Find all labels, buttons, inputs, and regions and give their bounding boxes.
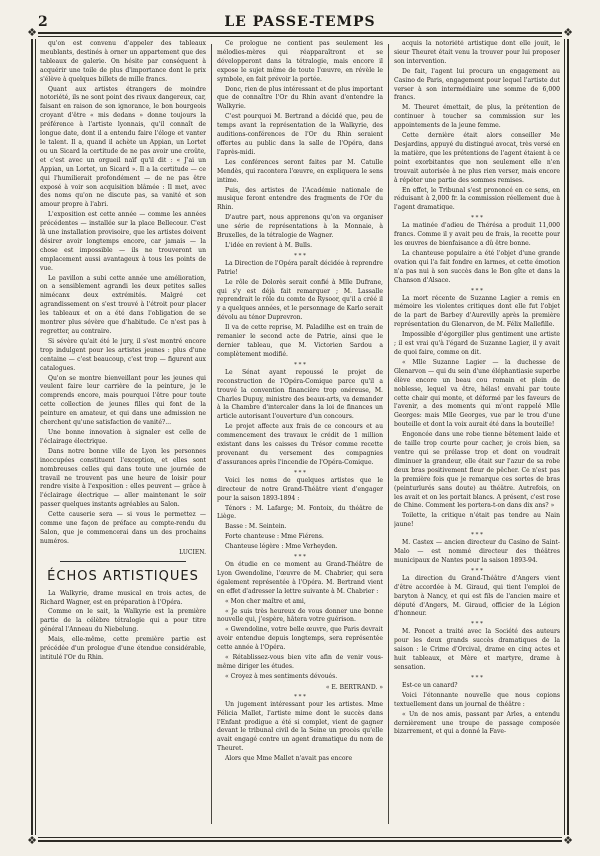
paragraph: La chanteuse populaire a été l'objet d'une grande ovation qui l'a fait fondre en larmes, et cette émotion n'a pas nui à son succès dans le Bon gîte et dans la Chanson d'Alsace. (394, 249, 560, 284)
paragraph: Cette dernière était alors conseiller Me Desjardins, appuyé du distingué avocat, très versé en la matière, que les prétentions de l'agent étaient à ce point exorbitantes que non seulement elle n'en trouvait autorisée à ne plus rien verser, mais encore à répéter une partie des sommes remises. (394, 132, 560, 184)
paragraph: Comme on le sait, la Walkyrie est la première partie de la célèbre tétralogie qui a pour titre général l'Anneau du Niebelung. (40, 608, 206, 634)
paragraph: Il va de cette reprise, M. Paladilhe est en train de remanier le second acte de Patrie, ainsi que le dernier tableau, que M. Victorien Sardou a complètement modifié. (217, 324, 383, 358)
paragraph: Ténors : M. Lafarge; M. Fontoix, du théâtre de Liège. (217, 504, 383, 521)
paragraph: Voici l'étonnante nouvelle que nous copions textuellement dans un journal de théâtre : (394, 691, 560, 708)
paragraph: En effet, le Tribunal s'est prononcé en ce sens, en réduisant à 2,000 fr. la commission réellement due à l'agent dramatique. (394, 186, 560, 212)
separator-stars: * * * (294, 693, 306, 700)
paragraph: Voici les noms de quelques artistes que le directeur de notre Grand-Théâtre vient d'engager pour la saison 1893-1894 : (217, 476, 383, 502)
paragraph: Puis, des artistes de l'Académie nationale de musique feront entendre des fragments de l'Or du Rhin. (217, 186, 383, 212)
paragraph: Chanteuse légère : Mme Verheyden. (225, 543, 338, 551)
separator-stars: * * * (471, 674, 483, 681)
separator-stars: * * * (471, 567, 483, 574)
paragraph: La Direction de l'Opéra paraît décidée à reprendre Patrie! (217, 259, 383, 276)
section-title: ÉCHOS ARTISTIQUES (47, 568, 199, 584)
paragraph: Alors que Mme Mallet n'avait pas encore (225, 755, 353, 763)
paragraph: Basse : M. Seintein. (225, 523, 287, 531)
paragraph: D'autre part, nous apprenons qu'on va organiser une série de représentations à la Monnaie, à Bruxelles, de la tétralogie de Wagner. (217, 214, 383, 240)
paragraph: L'exposition est cette année — comme les années précédentes — installée sur la place Bellecour. C'est là une installation provisoire, que les artistes doivent désirer avoir longtemps encore, car jamais — la chose est impossible — ils ne trouveront un emplacement aussi avantageux à tous les points de vue. (40, 211, 206, 272)
paragraph: Cette causerie sera — si vous le permettez — comme une façon de préface au compte-rendu du Salon, que je commencerai dans un des prochains numéros. (40, 511, 206, 545)
paragraph: La direction du Grand-Théâtre d'Angers vient d'être accordée à M. Giraud, qui tient l'emploi de baryton à Nancy, et qui est fils de l'ancien maire et député d'Angers, M. Giraud, officier de la Légion d'honneur. (394, 574, 560, 618)
paragraph: « Mon cher maître et ami, (225, 597, 306, 605)
separator-stars: * * * (294, 252, 306, 259)
paragraph: acquis la notoriété artistique dont elle jouit, le sieur Theuret était venu la trouver pour lui proposer son intervention. (394, 40, 560, 65)
separator-stars: * * * (471, 532, 483, 539)
columns (40, 40, 560, 830)
paragraph: Donc, rien de plus intéressant et de plus important que de connaître l'Or du Rhin avant d'entendre la Walkyrie. (217, 85, 383, 111)
corner-ornament-icon: ❖ (27, 26, 37, 39)
paragraph: Est-ce un canard? (402, 681, 458, 689)
paragraph: La Walkyrie, drame musical en trois actes, de Richard Wagner, est en préparation à l'Opéra. (40, 589, 206, 606)
column-1 (40, 40, 206, 830)
paragraph: Qu'on se montre bienveillant pour les jeunes qui veulent faire leur carrière de la peinture, je le comprends encore, mais pourquoi l'être pour toute cette collection de jeunes filles qui font de la peinture en amateur, et qui dans une admission ne cherchent qu'une satisfaction de vanité?... (40, 374, 206, 427)
paragraph: « Gwendoline, votre belle œuvre, que Paris devrait avoir entendue depuis longtemps, sera représentée cette année à l'Opéra. (217, 626, 383, 652)
paragraph: Toilette, la critique n'était pas tendre au Nain jaune! (394, 512, 560, 529)
corner-ornament-icon: ❖ (27, 834, 37, 847)
separator-stars: * * * (471, 621, 483, 628)
paragraph: Le Sénat ayant repoussé le projet de reconstruction de l'Opéra-Comique parce qu'il a trouvé la convention financière trop onéreuse, M. Charles Dupuy, ministre des beaux-arts, va demander à la Chambre d'intercaler dans la loi de finances un article autorisant l'ouverture d'un concours. (217, 368, 383, 421)
column-divider (388, 44, 389, 824)
separator-stars: * * * (471, 215, 483, 222)
paragraph: Quant aux artistes étrangers de moindre notoriété, ils ne sont point des rivaux dangereux, car, faisant en raison de son ignorance, le bon bourgeois croyant d'être « mis dedans » donne toujours la préférence à l'artiste lyonnais, qu'il connaît de longue date, dont il a entendu faire l'éloge et vanter le talent. Il a, quand il achète un Appian, un Lortet ou un Sicard la certitude de ne pas avoir une croûte, et c'est avec un orgueil naïf qu'il dit : « J'ai un Appian, un Lortet, un Sicard ». Il a la certitude — ce qui l'humilierait profondément — de ne pas être exposé à voir son acquisition blâmée : Il met, avec des noms qu'on ne discute pas, sa vanité et son amour propre à l'abri. (40, 85, 206, 209)
paragraph: qu'on est convenu d'appeler des tableaux meublants, destinés à orner un appartement que des tableaux de galerie. On hésite par conséquent à acquérir une toile de plus d'importance dont le prix s'élève à quelques billets de mille francs. (40, 40, 206, 83)
paragraph: « Mlle Suzanne Lagier — la duchesse de Glenarvon — qui du sein d'une éléphantiasie superbe élève encore un beau cou romain et plein de noblesse, lequel va être, hélas! envahi par toute cette chair qui monte, et déformé par les faveurs de l'avenir, a des moments qui m'ont rappelé Mlle Georges: mais Mlle Georges, vue par le trou d'une bouteille et dont la voix aurait été dans la bouteille! (394, 358, 560, 429)
paragraph: Le rôle de Dolorès serait confié à Mlle Dufrane, qui s'y est déjà fait remarquer ; M. Lassalle reprendrait le rôle du comte de Rysoor, qu'il a créé il y a quelques années, et le personnage de Karlo serait dévolu au ténor Duprevron. (217, 278, 383, 322)
paragraph: C'est pourquoi M. Bertrand a décidé que, peu de temps avant la représentation de la Walkyrie, des auditions-conférences de l'Or du Rhin seraient offertes au public dans la salle de l'Opéra, dans l'après-midi. (217, 113, 383, 156)
paragraph: Le projet affecte aux frais de ce concours et au commencement des travaux le crédit de 1 million existant dans les caisses du Trésor comme recette provenant du versement des compagnies d'assurances après l'incendie de l'Opéra-Comique. (217, 423, 383, 466)
publication-title: LE PASSE-TEMPS (224, 14, 376, 30)
separator-stars: * * * (294, 361, 306, 368)
corner-ornament-icon: ❖ (563, 26, 573, 39)
corner-ornament-icon: ❖ (563, 834, 573, 847)
paragraph: De fait, l'agent lui procura un engagement au Casino de Paris, engagement pour lequel l'artiste dut verser à son intermédiaire une somme de 6,000 francs. (394, 67, 560, 102)
separator-stars: * * * (294, 469, 306, 476)
paragraph: M. Poncet a traité avec la Société des auteurs pour les deux grands succès dramatiques de la saison : le Crime d'Orcival, drame en cinq actes et huit tableaux, et Mère et martyre, drame à sensation. (394, 628, 560, 671)
section-divider (60, 561, 186, 562)
separator-stars: * * * (471, 287, 483, 294)
paragraph: Mais, elle-même, cette première partie est précédée d'un prologue d'une étendue considérable, intitulé l'Or du Rhin. (40, 636, 206, 661)
paragraph: Impossible d'égorgiller plus gentiment une artiste ; il est vrai qu'à l'égard de Suzanne Lagier, il y avait de quoi faire, comme on dit. (394, 331, 560, 356)
paragraph: « Croyez à mes sentiments dévoués. (225, 672, 338, 680)
paragraph: M. Theuret émettait, de plus, la prétention de continuer à toucher sa commission sur les appointements de la jeune femme. (394, 104, 560, 130)
column-3 (394, 40, 560, 830)
paragraph: Les conférences seront faites par M. Catulle Mendès, qui racontera l'œuvre, en expliquera le sens intime. (217, 158, 383, 184)
paragraph: La mort récente de Suzanne Lagier a remis en mémoire les violentes critiques dont elle fut l'objet de la part de Barbey d'Aurevilly après la première représentation du Glenarvon, de M. Félix Mallefille. (394, 294, 560, 329)
paragraph: La matinée d'adieu de Thérésa a produit 11,000 francs. Comme il y avait peu de frais, la recette pour les œuvres de bienfaisance a dû être bonne. (394, 222, 560, 248)
column-2 (217, 40, 383, 830)
separator-stars: * * * (294, 554, 306, 561)
paragraph: « Rétablissez-vous bien vite afin de venir vous-même diriger les études. (217, 654, 383, 670)
column-divider (211, 44, 212, 824)
signature: « E. BERTRAND. » (325, 683, 383, 691)
paragraph: « Je suis très heureux de vous donner une bonne nouvelle qui, j'espère, hâtera votre guérison. (217, 607, 383, 624)
page-number: 2 (38, 14, 48, 30)
signature: LUCIEN. (179, 548, 206, 556)
paragraph: Le pavillon a subi cette année une amélioration, on a sensiblement agrandi les deux petites salles nimécanx deux extrémités. Malgré cet agrandissement on s'est trouvé à l'étroit pour placer les tableaux et on a été dans l'obligation de se montrer plus sévère que d'habitude. Ce n'est pas à regretter, au contraire. (40, 274, 206, 335)
paragraph: « Un de nos amis, passant par Arles, a entendu dernièrement une troupe de passage composée bizarrement, et qui a donné la Fave- (394, 710, 560, 736)
paragraph: Dans notre bonne ville de Lyon les personnes inoccupées constituent l'exception, et elles sont nombreuses celles qui dans toute une journée de travail ne trouvent pas une heure de loisir pour rendre visite à l'exposition : elles peuvent — grâce à l'éclairage électrique — aller maintenant le soir passer quelques instants agréables au Salon. (40, 447, 206, 509)
paragraph: Un jugement intéressant pour les artistes. Mme Félicia Mallet, l'artiste mime dont le succès dans l'Enfant prodigue a été si complet, vient de gagner devant le tribunal civil de la Seine un procès qu'elle avait engagé contre un agent dramatique du nom de Theuret. (217, 700, 383, 753)
paragraph: M. Castex — ancien directeur du Casino de Saint-Malo — est nommé directeur des théâtres municipaux de Nantes pour la saison 1893-94. (394, 539, 560, 564)
paragraph: Engoncée dans une robe tienne bêtement laide et de taille trop courte pour cacher, je crois bien, sa ventre qui se prélasse trop et dont on voudrait diminuer la grandeur, elle était sur l'azur de sa robe deux bras positivement fleur de pêcher. Ce n'est pas la première fois que je remarque ces sortes de bras (peinturlurés sans doute) au théâtre. Autrefois, on les avait et on les portait blancs. A présent, c'est rose de Chine. Comment les portera-t-on dans dix ans? » (394, 431, 560, 510)
paragraph: Si sévère qu'ait été le jury, il s'est montré encore trop indulgent pour les artistes jeunes : plus d'une centaine — c'est beaucoup, c'est trop — figurent aux catalogues. (40, 337, 206, 372)
paragraph: Une bonne innovation à signaler est celle de l'éclairage électrique. (40, 428, 206, 445)
paragraph: L'idée en revient à M. Bulls. (225, 241, 313, 249)
paragraph: Forte chanteuse : Mme Fiérens. (225, 533, 324, 541)
paragraph: On étudie en ce moment au Grand-Théâtre de Lyon Gwendoline, l'œuvre de M. Chabrier, qui sera également représentée à l'Opéra. M. Bertrand vient en effet d'adresser la lettre suivante à M. Chabrier : (217, 561, 383, 595)
paragraph: Ce prologue ne contient pas seulement les mélodies-mères qui réapparaîtront et se développeront dans la tétralogie, mais encore il expose le sujet même de toute l'œuvre, en révèle le symbole, en fait prévoir la portée. (217, 40, 383, 83)
